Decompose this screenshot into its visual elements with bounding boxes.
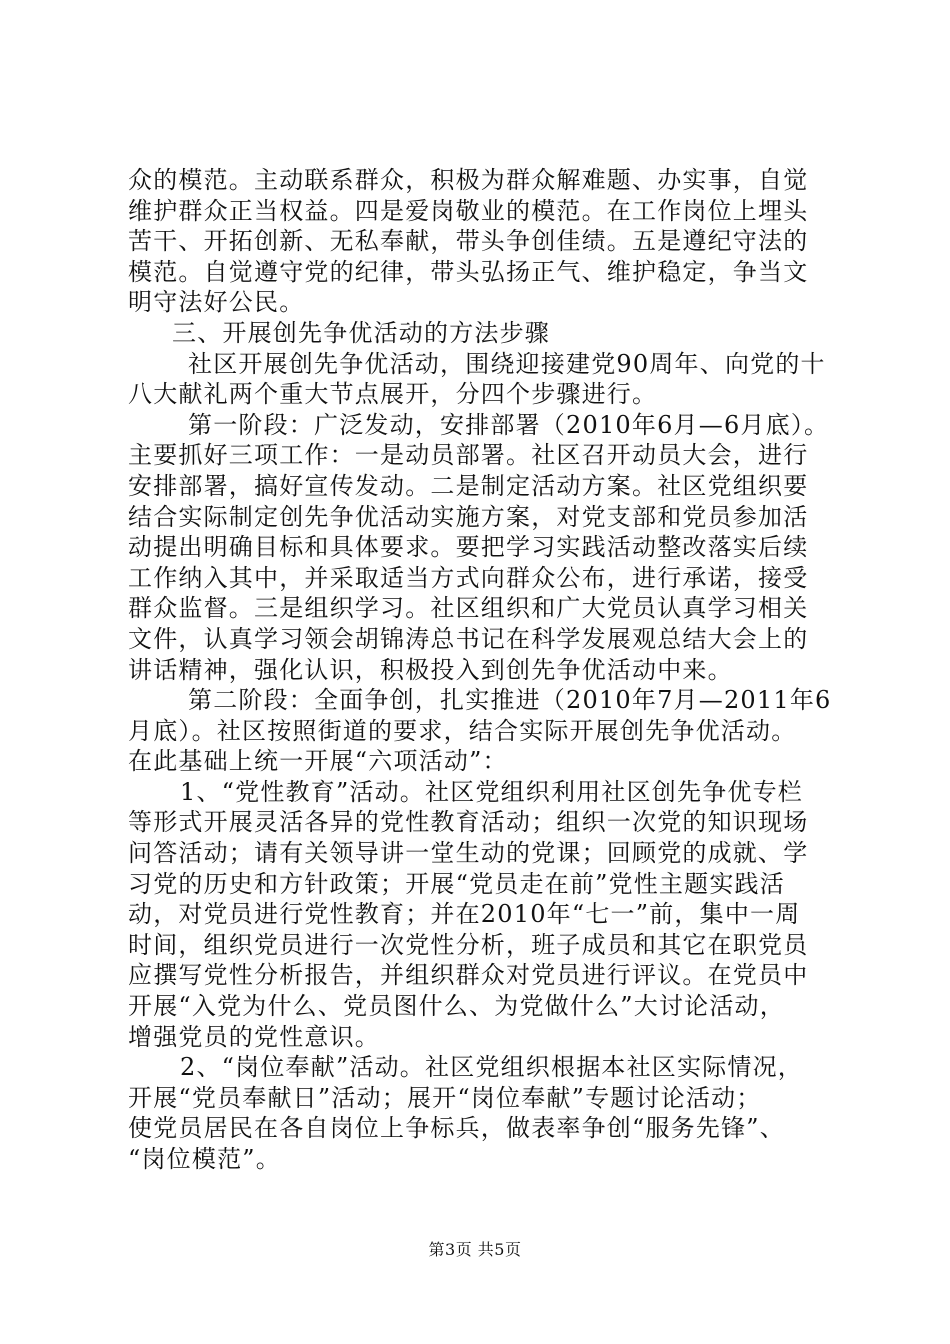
text-line: 时间，组织党员进行一次党性分析，班子成员和其它在职党员: [128, 930, 809, 959]
section-heading: 三、开展创先争优活动的方法步骤: [172, 318, 550, 347]
text-line: 结合实际制定创先争优活动实施方案，对党支部和党员参加活: [128, 502, 809, 531]
text-line: 月底）。社区按照街道的要求，结合实际开展创先争优活动。: [128, 716, 797, 745]
text-line: 习党的历史和方针政策；开展“党员走在前”党性主题实践活: [128, 869, 785, 898]
text-line: “岗位模范”。: [128, 1145, 281, 1173]
text-line: 群众监督。三是组织学习。社区组织和广大党员认真学习相关: [128, 594, 809, 623]
page-number-footer: 第3页 共5页: [428, 1240, 522, 1259]
text-line: 讲话精神，强化认识，积极投入到创先争优活动中来。: [128, 655, 733, 684]
text-line: 社区开展创先争优活动，围绕迎接建党90周年、向党的十: [188, 349, 826, 378]
stage-heading-line: 第一阶段：广泛发动，安排部署（2010年6月—6月底）。: [188, 410, 830, 439]
text-line: 模范。自觉遵守党的纪律，带头弘扬正气、维护稳定，争当文: [128, 257, 809, 286]
text-line: 使党员居民在各自岗位上争标兵，做表率争创“服务先锋”、: [128, 1114, 785, 1143]
stage-heading-line: 第二阶段：全面争创，扎实推进（2010年7月—2011年6: [188, 686, 832, 715]
text-line: 增强党员的党性意识。: [128, 1022, 380, 1051]
text-line: 八大献礼两个重大节点展开，分四个步骤进行。: [128, 380, 658, 409]
text-line: 安排部署，搞好宣传发动。二是制定活动方案。社区党组织要: [128, 471, 809, 500]
list-item-line: 1、“党性教育”活动。社区党组织利用社区创先争优专栏: [180, 777, 804, 806]
text-line: 应撰写党性分析报告，并组织群众对党员进行评议。在党员中: [128, 961, 809, 990]
text-line: 在此基础上统一开展“六项活动”：: [128, 747, 508, 776]
text-line: 开展“入党为什么、党员图什么、为党做什么”大讨论活动，: [128, 992, 785, 1021]
text-line: 动，对党员进行党性教育；并在2010年“七一”前，集中一周: [128, 900, 801, 929]
text-line: 等形式开展灵活各异的党性教育活动；组织一次党的知识现场: [128, 808, 809, 837]
text-line: 苦干、开拓创新、无私奉献，带头争创佳绩。五是遵纪守法的: [128, 227, 809, 256]
text-line: 问答活动；请有关领导讲一堂生动的党课；回顾党的成就、学: [128, 839, 809, 868]
text-line: 工作纳入其中，并采取适当方式向群众公布，进行承诺，接受: [128, 563, 809, 592]
text-line: 明守法好公民。: [128, 288, 305, 317]
text-line: 文件，认真学习领会胡锦涛总书记在科学发展观总结大会上的: [128, 624, 809, 653]
text-line: 主要抓好三项工作：一是动员部署。社区召开动员大会，进行: [128, 441, 809, 470]
text-line: 开展“党员奉献日”活动；展开“岗位奉献”专题讨论活动；: [128, 1083, 762, 1112]
text-line: 动提出明确目标和具体要求。要把学习实践活动整改落实后续: [128, 533, 809, 562]
list-item-line: 2、“岗位奉献”活动。社区党组织根据本社区实际情况，: [180, 1053, 804, 1082]
text-line: 众的模范。主动联系群众，积极为群众解难题、办实事，自觉: [128, 166, 809, 194]
text-line: 维护群众正当权益。四是爱岗敬业的模范。在工作岗位上埋头: [128, 196, 809, 225]
document-body: [128, 165, 832, 1175]
